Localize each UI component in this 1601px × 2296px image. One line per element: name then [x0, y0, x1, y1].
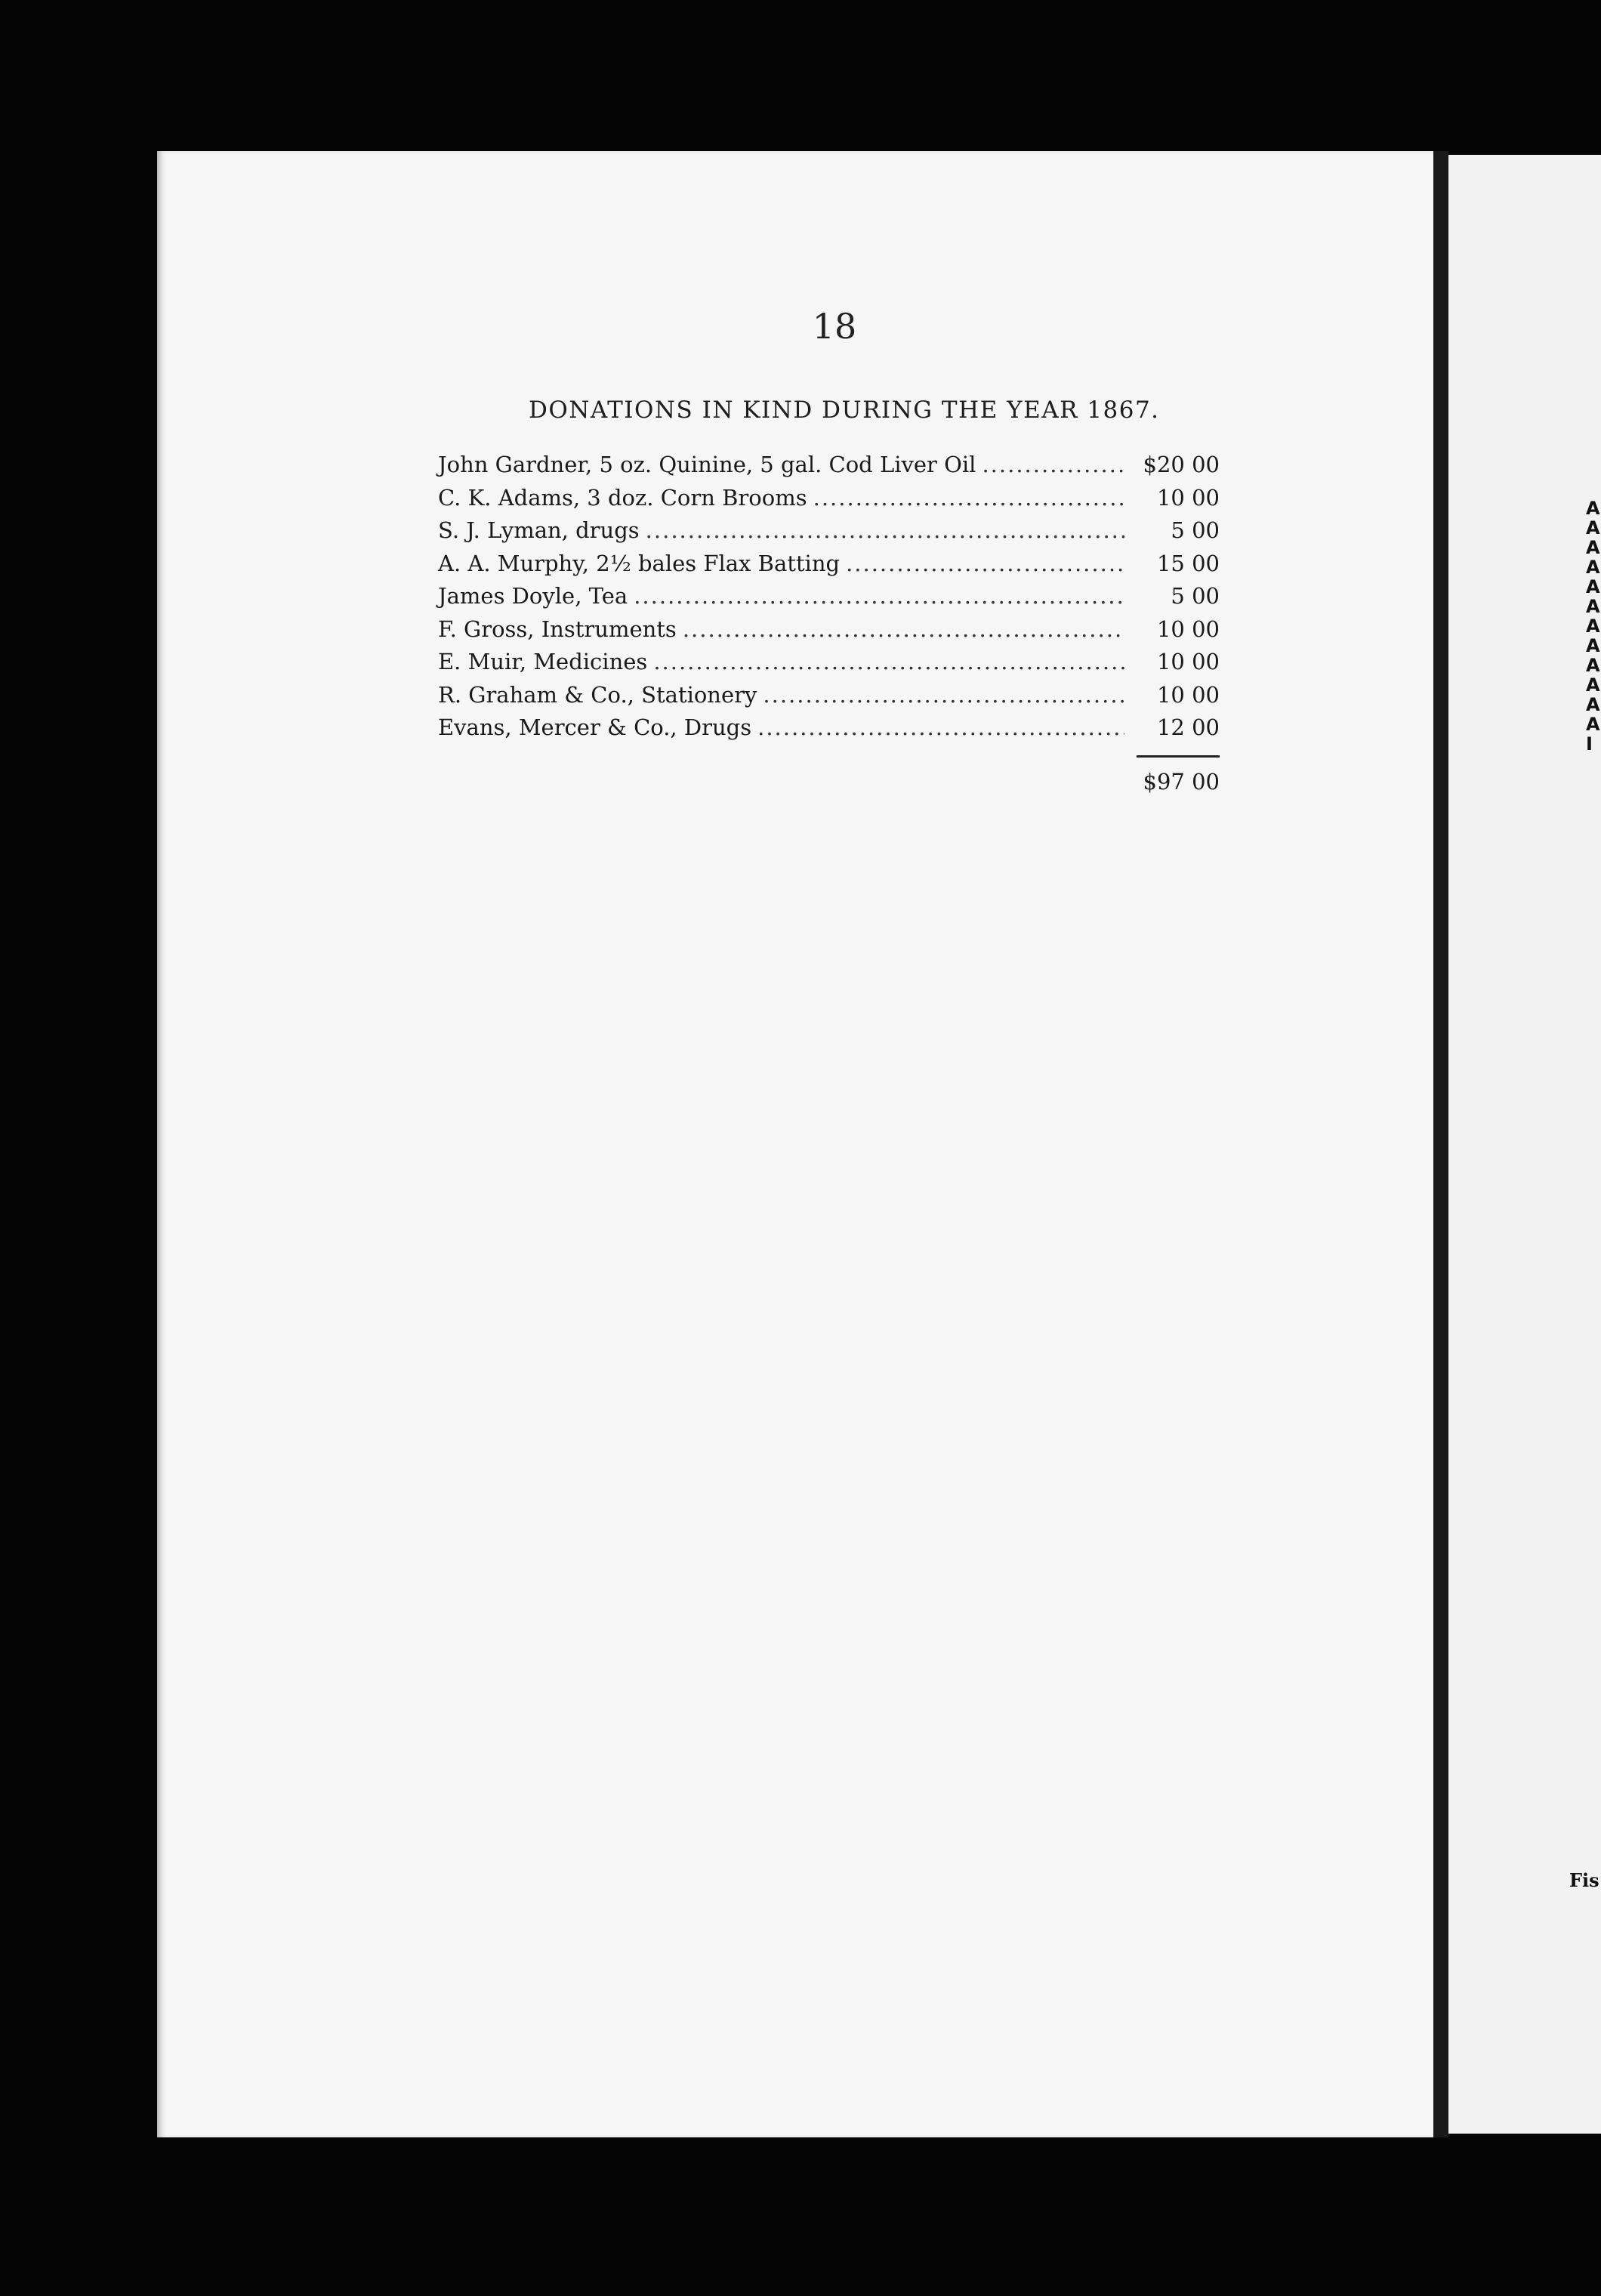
adjacent-page-letter: A: [1586, 498, 1600, 519]
adjacent-page-letter: A: [1586, 674, 1600, 696]
adjacent-page-fragment: Fis: [1569, 1869, 1599, 1891]
adjacent-page-letter: I: [1586, 733, 1593, 755]
adjacent-page-letters: [1586, 498, 1600, 754]
adjacent-page-letter: A: [1586, 714, 1600, 735]
donation-amount: 12 00: [1156, 714, 1220, 740]
donation-amount: 5 00: [1171, 517, 1220, 543]
adjacent-page-letter: A: [1586, 694, 1600, 715]
dot-leader: [763, 682, 1124, 708]
donation-amount: 10 00: [1156, 484, 1220, 511]
donation-row: [438, 452, 1220, 485]
adjacent-page-letter: A: [1586, 635, 1600, 656]
donation-label: John Gardner, 5 oz. Quinine, 5 gal. Cod Liver Oil: [438, 452, 976, 477]
dot-leader: [646, 517, 1124, 543]
donation-amount: 5 00: [1171, 583, 1220, 609]
donation-row: [438, 714, 1220, 748]
adjacent-page-letter: A: [1586, 596, 1600, 617]
book-page: [157, 151, 1433, 2137]
adjacent-page-letter: A: [1586, 537, 1600, 558]
donation-row: [438, 649, 1220, 682]
donation-label: C. K. Adams, 3 doz. Corn Brooms: [438, 484, 807, 511]
donation-label: F. Gross, Instruments: [438, 616, 677, 642]
adjacent-page: [1448, 155, 1601, 2134]
donation-row: [438, 551, 1220, 584]
donation-row: [438, 616, 1220, 650]
adjacent-page-letter: A: [1586, 616, 1600, 637]
dot-leader: [982, 452, 1124, 477]
donation-amount: 10 00: [1156, 616, 1220, 642]
adjacent-page-letter: A: [1586, 655, 1600, 676]
total-rule: [1137, 755, 1220, 758]
donation-label: A. A. Murphy, 2½ bales Flax Batting: [438, 550, 841, 576]
page-gutter: [1433, 151, 1448, 2137]
donation-row: [438, 583, 1220, 616]
adjacent-page-letter: A: [1586, 557, 1600, 578]
donation-amount: 10 00: [1156, 681, 1220, 708]
page-number: 18: [812, 306, 857, 347]
dot-leader: [846, 551, 1124, 576]
donation-label: R. Graham & Co., Stationery: [438, 681, 757, 708]
dot-leader: [683, 616, 1124, 642]
adjacent-page-letter: A: [1586, 517, 1600, 539]
donation-amount: 10 00: [1156, 649, 1220, 674]
donations-list: [438, 452, 1220, 748]
donation-row: [438, 682, 1220, 715]
donation-label: James Doyle, Tea: [438, 583, 628, 609]
donation-row: [438, 517, 1220, 551]
donation-amount: 15 00: [1156, 550, 1220, 576]
donation-label: E. Muir, Medicines: [438, 649, 648, 674]
donation-amount: $20 00: [1143, 452, 1220, 477]
adjacent-page-letter: A: [1586, 576, 1600, 597]
donation-label: S. J. Lyman, drugs: [438, 517, 640, 543]
dot-leader: [813, 485, 1124, 511]
page-title: DONATIONS IN KIND DURING THE YEAR 1867.: [529, 397, 1160, 424]
dot-leader: [757, 714, 1124, 740]
dot-leader: [653, 649, 1124, 674]
donation-label: Evans, Mercer & Co., Drugs: [438, 714, 752, 740]
donation-row: [438, 485, 1220, 518]
donations-total: $97 00: [1143, 769, 1220, 795]
dot-leader: [634, 583, 1124, 609]
